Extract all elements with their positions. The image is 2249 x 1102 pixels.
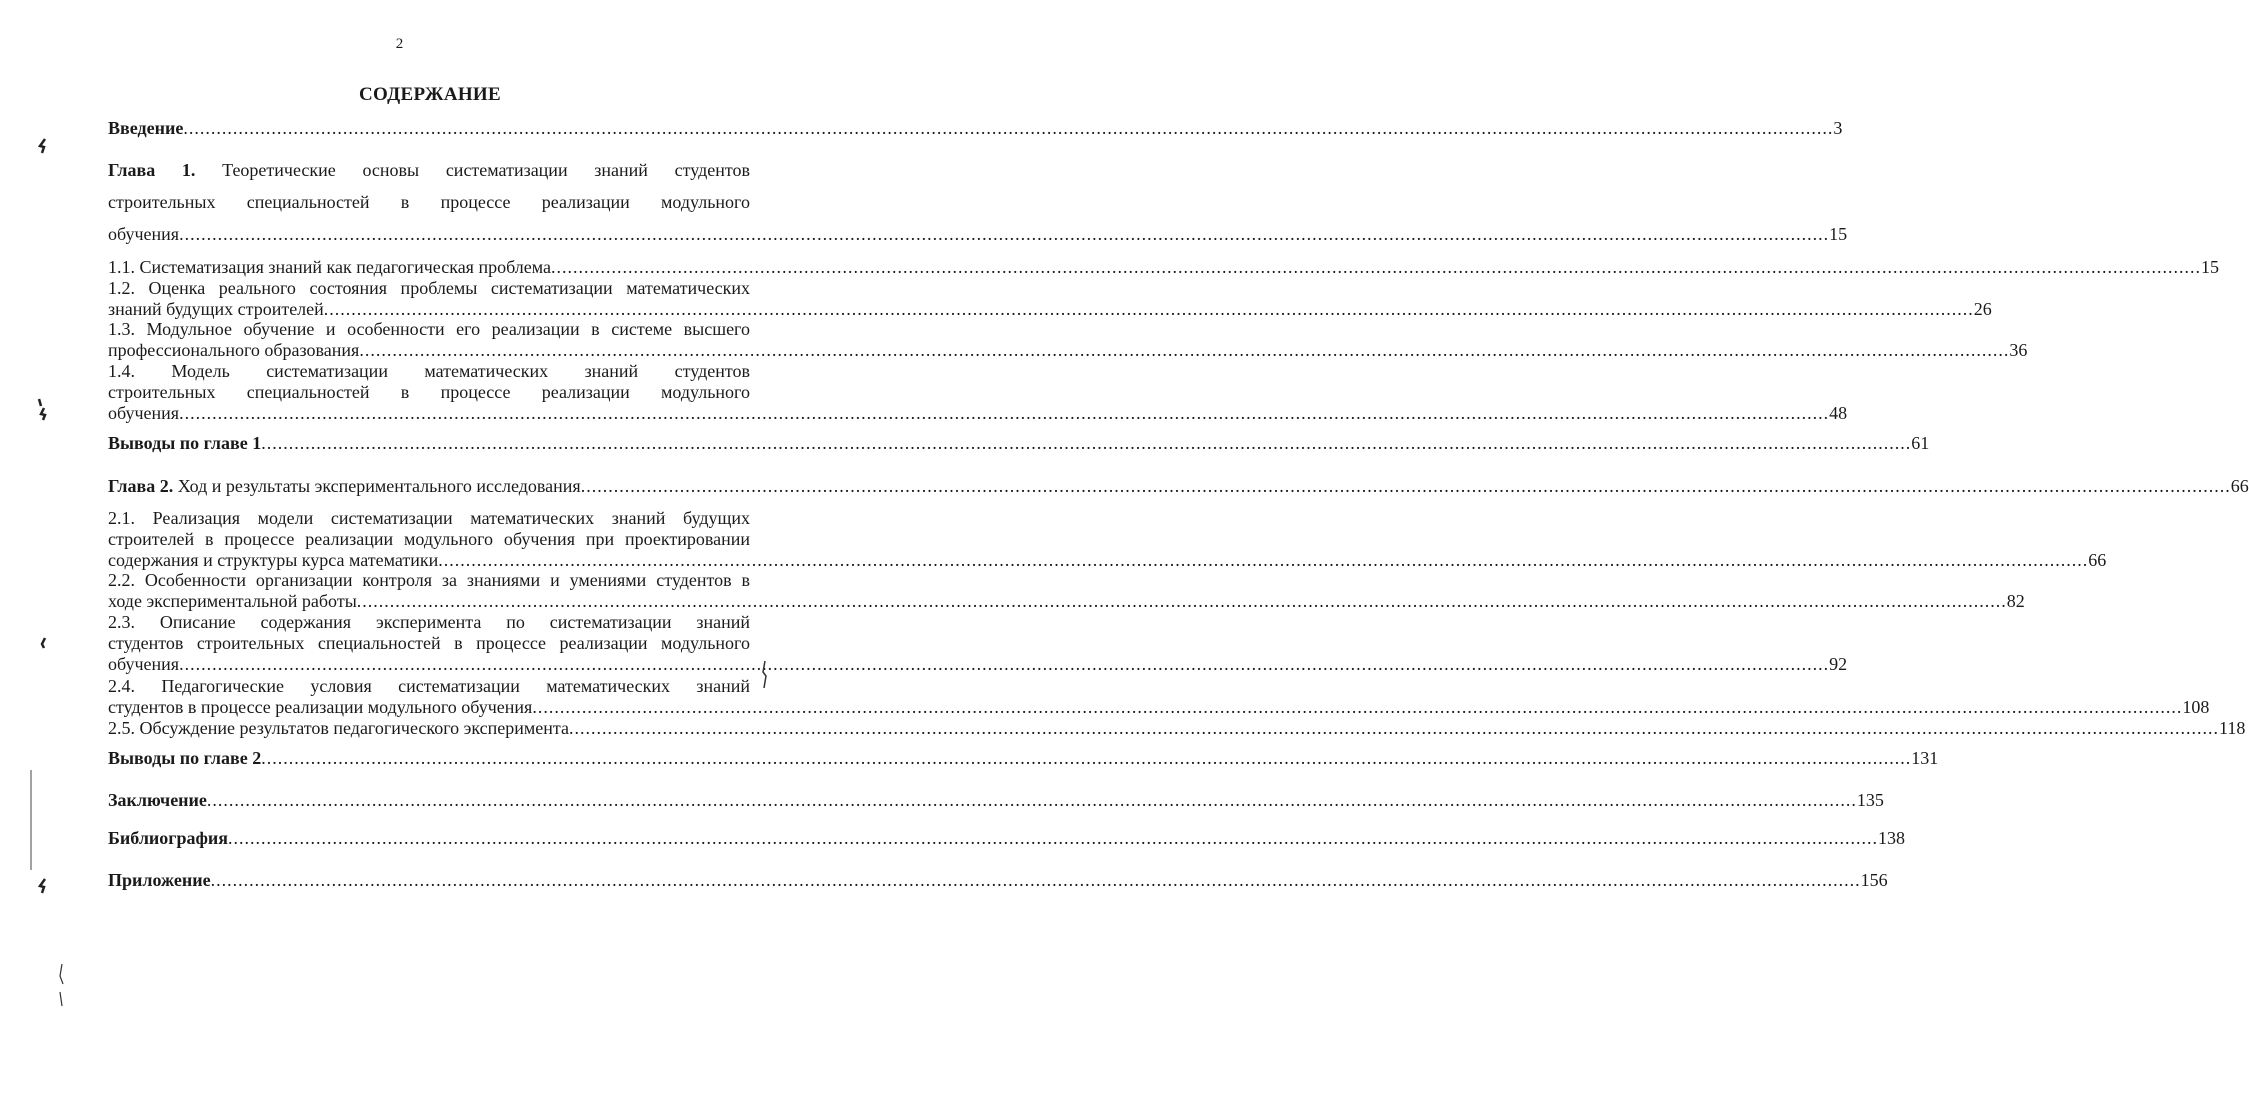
toc-entry-line [108,508,750,529]
toc-entry-line [108,697,2210,718]
toc-entry-text: ходе экспериментальной работы [108,591,357,611]
toc-page-number: 61 [1911,433,1930,453]
dot-leader: ............................................................................................................................................................................................................................................................................................................ [210,870,1861,890]
dot-leader: ............................................................................................................................................................................................................................................................................................................ [179,224,1830,244]
toc-entry-line [108,828,1906,849]
toc-entry-line [108,160,750,181]
scan-mark-icon [36,138,50,154]
toc-entry-text: Выводы по главе 2 [108,748,262,768]
toc-entry[interactable] [108,361,1848,424]
scan-edge-line [28,770,34,870]
toc-entry-line [108,340,2028,361]
toc-entry-text: 2.4. Педагогические условия систематизации математических знаний [108,676,750,696]
toc-entry-line [108,118,1843,139]
toc-entry-text: 2.2. Особенности организации контроля за знаниями и умениями студентов в [108,570,750,590]
page-number: 2 [395,36,404,52]
toc-entry[interactable] [108,718,2246,739]
toc-entry-line [108,790,1884,811]
toc-entry-text: 2.1. Реализация модели систематизации математических знаний будущих [108,508,750,528]
dot-leader: ............................................................................................................................................................................................................................................................................................................ [179,403,1830,423]
scan-mark-icon [36,398,50,422]
toc-entry[interactable] [108,570,2025,612]
toc-page-number: 15 [1829,224,1848,244]
toc-entry[interactable] [108,612,1848,675]
toc-entry[interactable] [108,433,1930,454]
toc-entry[interactable] [108,676,2210,718]
toc-entry-text: 1.4. Модель систематизации математических знаний студентов [108,361,750,381]
toc-page-number: 108 [2182,697,2210,717]
toc-entry-text: обучения [108,403,180,423]
toc-page-number: 36 [2009,340,2028,360]
toc-entry[interactable] [108,118,1843,139]
toc-entry-text: Библиография [108,828,229,848]
dot-leader: ............................................................................................................................................................................................................................................................................................................ [359,340,2010,360]
scan-mark-icon [36,878,50,894]
toc-entry-text: обучения [108,224,180,244]
toc-entry-line [108,192,750,213]
toc-entry-line [108,612,750,633]
dot-leader: ............................................................................................................................................................................................................................................................................................................ [569,718,2219,738]
toc-entry-line [108,278,750,299]
dot-leader: ............................................................................................................................................................................................................................................................................................................ [551,257,2202,277]
chapter-label: Глава 2. [108,476,174,496]
toc-entry-text: Глава 2. Ход и результаты экспериментального исследования [108,476,581,496]
toc-entry[interactable] [108,476,2249,497]
toc-entry-text: строителей в процессе реализации модульного обучения при проектировании [108,529,750,549]
dot-leader: ............................................................................................................................................................................................................................................................................................................ [261,748,1912,768]
toc-entry-line [108,433,1930,454]
toc-entry-line [108,299,1992,320]
toc-entry-text: строительных специальностей в процессе реализации модульного [108,382,750,402]
toc-entry-text: Выводы по главе 1 [108,433,262,453]
dot-leader: ............................................................................................................................................................................................................................................................................................................ [356,591,2007,611]
toc-entry[interactable] [108,319,2028,361]
toc-entry-line [108,361,750,382]
toc-page-number: 92 [1829,654,1848,674]
toc-entry-line [108,403,1848,424]
toc-page-number: 15 [2201,257,2220,277]
toc-entry-text: обучения [108,654,180,674]
toc-page-number: 66 [2230,476,2249,496]
toc-title: СОДЕРЖАНИЕ [359,84,501,105]
toc-page-number: 138 [1878,828,1906,848]
toc-page-number: 131 [1911,748,1939,768]
toc-entry-line [108,570,750,591]
dot-leader: ............................................................................................................................................................................................................................................................................................................ [179,654,1830,674]
dot-leader: ............................................................................................................................................................................................................................................................................................................ [438,550,2089,570]
toc-entry-line [108,633,750,654]
toc-entry[interactable] [108,870,1888,891]
toc-entry-text: 1.1. Систематизация знаний как педагогическая проблема [108,257,552,277]
toc-entry-line [108,870,1888,891]
toc-entry-line [108,257,2220,278]
toc-entry-text: строительных специальностей в процессе реализации модульного [108,192,750,212]
scan-mark-icon [56,962,66,1008]
toc-entry-text: содержания и структуры курса математики [108,550,439,570]
toc-entry-text: Заключение [108,790,207,810]
toc-page-number: 66 [2088,550,2107,570]
toc-entry-line [108,654,1848,675]
scan-mark-icon [38,636,48,650]
toc-entry-text: 1.3. Модульное обучение и особенности его реализации в системе высшего [108,319,750,339]
toc-entry-line [108,529,750,550]
toc-entry-text: профессионального образования [108,340,360,360]
toc-entry-text: 1.2. Оценка реального состояния проблемы систематизации математических [108,278,750,298]
toc-entry[interactable] [108,278,1992,320]
dot-leader: ............................................................................................................................................................................................................................................................................................................ [206,790,1857,810]
toc-entry-text: Введение [108,118,184,138]
dot-leader: ............................................................................................................................................................................................................................................................................................................ [183,118,1834,138]
toc-page-number: 156 [1860,870,1888,890]
toc-entry[interactable] [108,748,1939,769]
dot-leader: ............................................................................................................................................................................................................................................................................................................ [228,828,1879,848]
toc-entry-line [108,382,750,403]
dot-leader: ............................................................................................................................................................................................................................................................................................................ [323,299,1974,319]
toc-entry[interactable] [108,508,2107,571]
scan-mark-icon [760,660,770,690]
toc-page-number: 118 [2219,718,2246,738]
toc-entry-text: 2.3. Описание содержания эксперимента по систематизации знаний [108,612,750,632]
toc-entry-text: знаний будущих строителей [108,299,324,319]
toc-entry[interactable] [108,257,2220,278]
toc-entry-line [108,748,1939,769]
toc-page-number: 48 [1829,403,1848,423]
toc-entry-line [108,591,2025,612]
dot-leader: ............................................................................................................................................................................................................................................................................................................ [261,433,1912,453]
toc-entry-text: студентов строительных специальностей в процессе реализации модульного [108,633,750,653]
toc-entry[interactable] [108,828,1906,849]
dot-leader: ............................................................................................................................................................................................................................................................................................................ [580,476,2231,496]
toc-entry-text: Глава 1. Теоретические основы систематизации знаний студентов [108,160,750,180]
toc-entry-text: студентов в процессе реализации модульного обучения [108,697,533,717]
toc-entry-line [108,550,2107,571]
toc-page-number: 82 [2006,591,2025,611]
toc-entry-line [108,319,750,340]
toc-page-number: 135 [1856,790,1884,810]
dot-leader: ............................................................................................................................................................................................................................................................................................................ [532,697,2183,717]
toc-entry[interactable] [108,160,1848,245]
toc-entry-line [108,224,1848,245]
toc-page-number: 26 [1973,299,1992,319]
toc-entry-text: Приложение [108,870,211,890]
toc-entry-line [108,718,2246,739]
toc-entry-line [108,476,2249,497]
toc-page-number: 3 [1833,118,1843,138]
toc-entry-line [108,676,750,697]
toc-entry[interactable] [108,790,1884,811]
toc-entry-text: 2.5. Обсуждение результатов педагогического эксперимента [108,718,569,738]
chapter-label: Глава 1. [108,160,196,180]
